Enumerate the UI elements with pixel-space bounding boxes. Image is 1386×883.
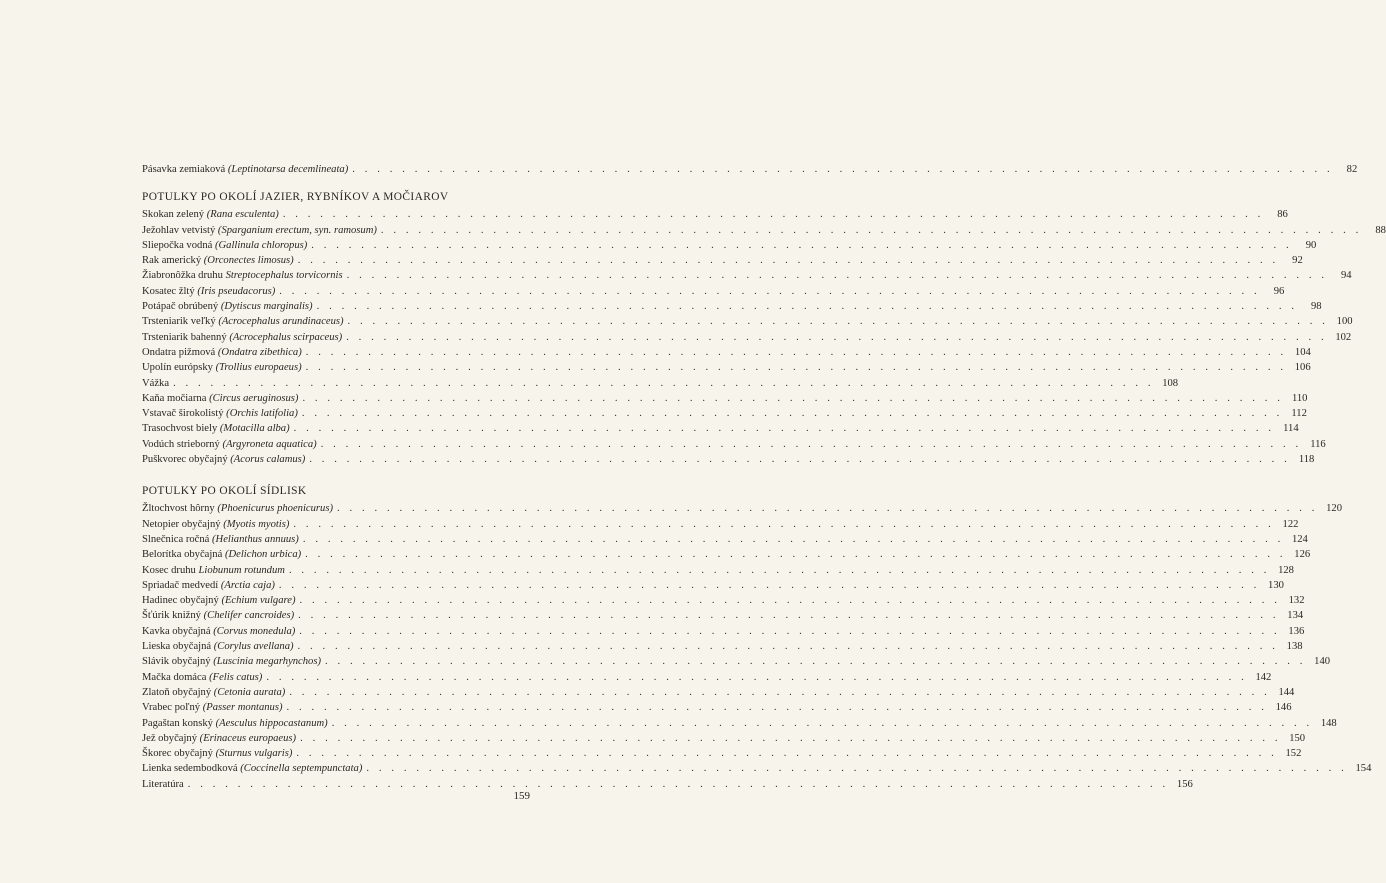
entry-title [142,330,342,345]
toc-entry [142,731,1306,746]
entry-latin-name: (Felis catus) [209,671,263,683]
entry-page-number: 148 [1320,717,1337,729]
entry-name: Vodúch strieborný [142,438,220,450]
entry-latin-name: (Orconectes limosus) [203,255,294,267]
entry-page-number: 94 [1341,270,1352,282]
entry-page-number: 82 [1346,164,1358,175]
entry-latin-name: (Coccinella septempunctata) [240,763,363,775]
entry-title [142,624,295,639]
leader-dots [173,376,1154,391]
entry-page-number: 144 [1278,686,1295,698]
entry-latin-name: (Aesculus hippocastanum) [215,717,328,729]
entry-title [142,437,317,452]
entry-title [142,593,295,608]
toc-entry [142,437,1326,452]
entry-title [142,608,294,623]
toc-entry [142,746,1302,761]
leader-dots [311,238,1292,253]
toc-entry [142,624,1305,639]
entry-name: Žltochvost hôrny [142,503,215,515]
leader-dots [283,207,1264,222]
entry-title [142,314,344,329]
leader-dots [309,452,1290,467]
toc-entry [142,345,1311,360]
entry-title [142,345,302,360]
entry-page-number: 138 [1286,641,1303,653]
entry-latin-name: (Iris pseudacorus) [197,285,276,297]
leader-dots [296,746,1277,761]
page-number: 159 [513,790,530,802]
entry-page-number: 126 [1294,549,1311,561]
section-heading: POTULKY PO OKOLÍ JAZIER, RYBNÍKOV A MOČIAROV [142,191,449,204]
entry-page-number: 132 [1288,595,1305,607]
toc-entry [142,501,1342,516]
toc-entry [142,162,1358,177]
entry-page-number: 110 [1291,392,1308,404]
entry-title [142,238,307,253]
table-of-contents [142,162,1386,792]
entry-page-number: 116 [1310,438,1326,450]
toc-entry [142,761,1372,776]
entry-title [142,376,169,391]
entry-latin-name: (Motacilla alba) [219,423,290,435]
entry-title [142,452,305,467]
entry-title [142,253,294,268]
leader-dots [325,654,1306,669]
entry-title [142,654,321,669]
entry-name: Lieska obyčajná [142,641,212,653]
entry-name: Slnečnica ročná [142,533,210,545]
entry-name: Upolín európsky [142,362,213,374]
entry-latin-name: (Sturnus vulgaris) [215,748,293,760]
toc-entry [142,452,1315,467]
toc-entry [142,238,1317,253]
entry-page-number: 150 [1289,732,1306,744]
leader-dots [346,330,1327,345]
entry-name: Literatúra [142,778,184,790]
entry-title [142,639,294,654]
entry-name: Ondatra pižmová [142,346,216,358]
leader-dots [266,670,1247,685]
entry-title [142,284,275,299]
entry-name: Belorítka obyčajná [142,549,223,561]
leader-dots [279,284,1260,299]
entry-page-number: 90 [1305,239,1317,251]
entry-title [142,547,301,562]
entry-latin-name: (Dytiscus marginalis) [220,301,313,313]
entry-latin-name: (Acorus calamus) [230,454,306,466]
entry-name: Zlatoň obyčajný [142,686,212,698]
leader-dots [317,299,1298,314]
entry-name: Puškvorec obyčajný [142,454,228,466]
entry-name: Škorec obyčajný [142,748,213,760]
toc-entry [142,376,1179,391]
entry-page-number: 118 [1298,454,1315,466]
entry-page-number: 120 [1326,503,1342,515]
leader-dots [299,624,1280,639]
leader-dots [306,360,1287,375]
entry-page-number: 96 [1273,285,1285,297]
entry-name: Trsteniarik bahenný [142,331,227,343]
entry-latin-name: (Corylus avellana) [213,641,294,653]
entry-latin-name: (Erinaceus europaeus) [199,732,297,744]
entry-page-number: 108 [1162,377,1179,389]
toc-entry [142,253,1303,268]
entry-name: Pagaštan konský [142,717,213,729]
leader-dots [305,547,1286,562]
toc-entry [142,578,1284,593]
entry-name: Kaňa močiarna [142,392,207,404]
toc-entry [142,406,1307,421]
toc-entry [142,563,1294,578]
entry-latin-name: (Corvus monedula) [213,625,296,637]
entry-name: Trasochvost biely [142,423,218,435]
leader-dots [303,532,1284,547]
toc-entry [142,207,1288,222]
toc-entry [142,299,1322,314]
leader-dots [287,700,1268,715]
entry-name: Slávik obyčajný [142,656,211,668]
entry-latin-name: (Chelifer cancroides) [203,610,295,622]
entry-name: Vážka [142,377,170,389]
toc-entry [142,639,1303,654]
entry-name: Spriadač medvedí [142,579,219,591]
entry-page-number: 86 [1277,209,1288,221]
entry-latin-name: (Luscinia megarhynchos) [213,656,322,668]
toc-entry [142,654,1331,669]
entry-latin-name: (Echium vulgare) [221,595,296,607]
entry-latin-name: (Acrocephalus scirpaceus) [229,331,343,343]
toc-entry [142,593,1305,608]
entry-latin-name: (Helianthus annuus) [212,533,299,545]
entry-latin-name: (Leptinotarsa decemlineata) [227,164,349,175]
leader-dots [302,406,1283,421]
leader-dots [348,314,1329,329]
entry-name: Žiabronôžka druhu [142,270,223,282]
toc-entry [142,314,1353,329]
entry-title [142,563,285,578]
entry-title [142,501,333,516]
toc-entry [142,268,1352,283]
leader-dots [298,253,1279,268]
toc-sections [142,177,1386,792]
leader-dots [381,223,1362,238]
toc-entry [142,716,1337,731]
entry-name: Mačka domáca [142,671,207,683]
entry-title [142,517,289,532]
leader-dots [306,345,1287,360]
toc-entry [142,532,1308,547]
entry-title [142,162,348,177]
toc-entry [142,360,1311,375]
entry-page-number: 152 [1285,748,1302,760]
entry-page-number: 140 [1314,656,1331,668]
entry-latin-name: (Passer montanus) [202,702,283,714]
toc-entry [142,223,1386,238]
entry-name: Lienka sedembodková [142,763,238,775]
entry-page-number: 130 [1268,579,1284,591]
entry-page-number: 134 [1287,610,1304,622]
entry-name: Netopier obyčajný [142,518,221,530]
entry-latin-name: (Rana esculenta) [206,209,279,221]
toc-entry [142,547,1311,562]
toc-entry [142,517,1299,532]
entry-latin-name: (Myotis myotis) [223,518,290,530]
toc-entry [142,685,1295,700]
entry-title [142,731,296,746]
entry-title [142,777,184,792]
toc-entry [142,777,1193,792]
leader-dots [298,639,1279,654]
leader-dots [298,608,1279,623]
leader-dots [347,268,1328,283]
leader-dots [299,593,1280,608]
entry-name: Hadinec obyčajný [142,595,219,607]
entry-name: Kosec druhu [142,564,196,576]
entry-latin-name: (Arctia caja) [220,579,275,591]
entry-title [142,700,283,715]
entry-title [142,761,362,776]
entry-name: Potápač obrúbený [142,301,219,313]
entry-page-number: 122 [1282,518,1299,530]
entry-title [142,578,275,593]
leader-dots [289,563,1270,578]
entry-title [142,685,285,700]
entry-name: Vstavač širokolistý [142,408,224,420]
entry-page-number: 100 [1336,316,1353,328]
entry-latin-name: (Trollius europaeus) [215,362,302,374]
leader-dots [302,391,1283,406]
entry-title [142,299,313,314]
entry-page-number: 92 [1292,255,1303,267]
entry-page-number: 104 [1294,346,1311,358]
leader-dots [337,501,1318,516]
entry-latin-name: (Circus aeruginosus) [209,392,299,404]
leader-dots [300,731,1281,746]
entry-page-number: 128 [1278,564,1294,576]
entry-page-number: 146 [1275,702,1292,714]
toc-entry [142,330,1352,345]
entry-name: Šťúrik knižný [142,610,201,622]
entry-title [142,268,343,283]
entry-title [142,360,302,375]
entry-name: Kavka obyčajná [142,625,211,637]
entry-page-number: 136 [1288,625,1305,637]
entry-title [142,223,377,238]
entry-name: Ježohlav vetvistý [142,224,216,236]
entry-name: Pásavka zemiaková [142,164,226,175]
entry-page-number: 112 [1291,408,1307,420]
toc-entry [142,608,1304,623]
entry-title [142,716,328,731]
leader-dots [279,578,1260,593]
entry-latin-name: (Sparganium erectum, syn. ramosum) [217,224,377,236]
entry-name: Kosatec žltý [142,285,195,297]
entry-name: Trsteniarik veľký [142,316,216,328]
entry-page-number: 114 [1283,423,1299,435]
entry-title [142,421,290,436]
entry-page-number: 124 [1291,533,1308,545]
leader-dots [352,162,1333,177]
entry-latin-name: (Cetonia aurata) [213,686,286,698]
entry-title [142,391,298,406]
leader-dots [289,685,1270,700]
entry-title [142,532,299,547]
entry-page-number: 88 [1375,224,1386,236]
entry-page-number: 154 [1355,763,1372,775]
entry-name: Vrabec poľný [142,702,201,714]
leader-dots [188,777,1169,792]
entry-latin-name: (Orchis latifolia) [226,408,298,420]
entry-name: Sliepočka vodná [142,239,213,251]
entry-latin-name: (Gallinula chloropus) [214,239,308,251]
entry-latin-name: (Ondatra zibethica) [217,346,302,358]
entry-page-number: 102 [1335,331,1352,343]
entry-page-number: 156 [1176,778,1193,790]
leader-dots [366,761,1347,776]
entry-name: Jež obyčajný [142,732,198,744]
leader-dots [332,716,1313,731]
entry-latin-name: (Acrocephalus arundinaceus) [218,316,344,328]
toc-entry [142,700,1292,715]
leader-dots [293,517,1274,532]
entry-page-number: 98 [1311,301,1322,313]
entry-name: Rak americký [142,255,202,267]
leader-dots [294,421,1275,436]
entry-latin-name: Streptocephalus torvicornis [225,270,343,282]
entry-title [142,670,262,685]
entry-page-number: 106 [1294,362,1311,374]
toc-entry [142,421,1299,436]
entry-name: Skokan zelený [142,209,205,221]
entry-title [142,406,298,421]
toc-entry [142,391,1308,406]
entry-latin-name: (Argyroneta aquatica) [222,438,317,450]
leader-dots [321,437,1302,452]
toc-entry [142,284,1285,299]
entry-latin-name: (Phoenicurus phoenicurus) [217,503,333,515]
entry-page-number: 142 [1255,671,1272,683]
entry-latin-name: (Delichon urbica) [224,549,302,561]
section-heading: POTULKY PO OKOLÍ SÍDLISK [142,485,307,498]
entry-title [142,746,292,761]
entry-title [142,207,279,222]
toc-entry [142,670,1272,685]
entry-latin-name: Liobunum rotundum [198,564,285,576]
